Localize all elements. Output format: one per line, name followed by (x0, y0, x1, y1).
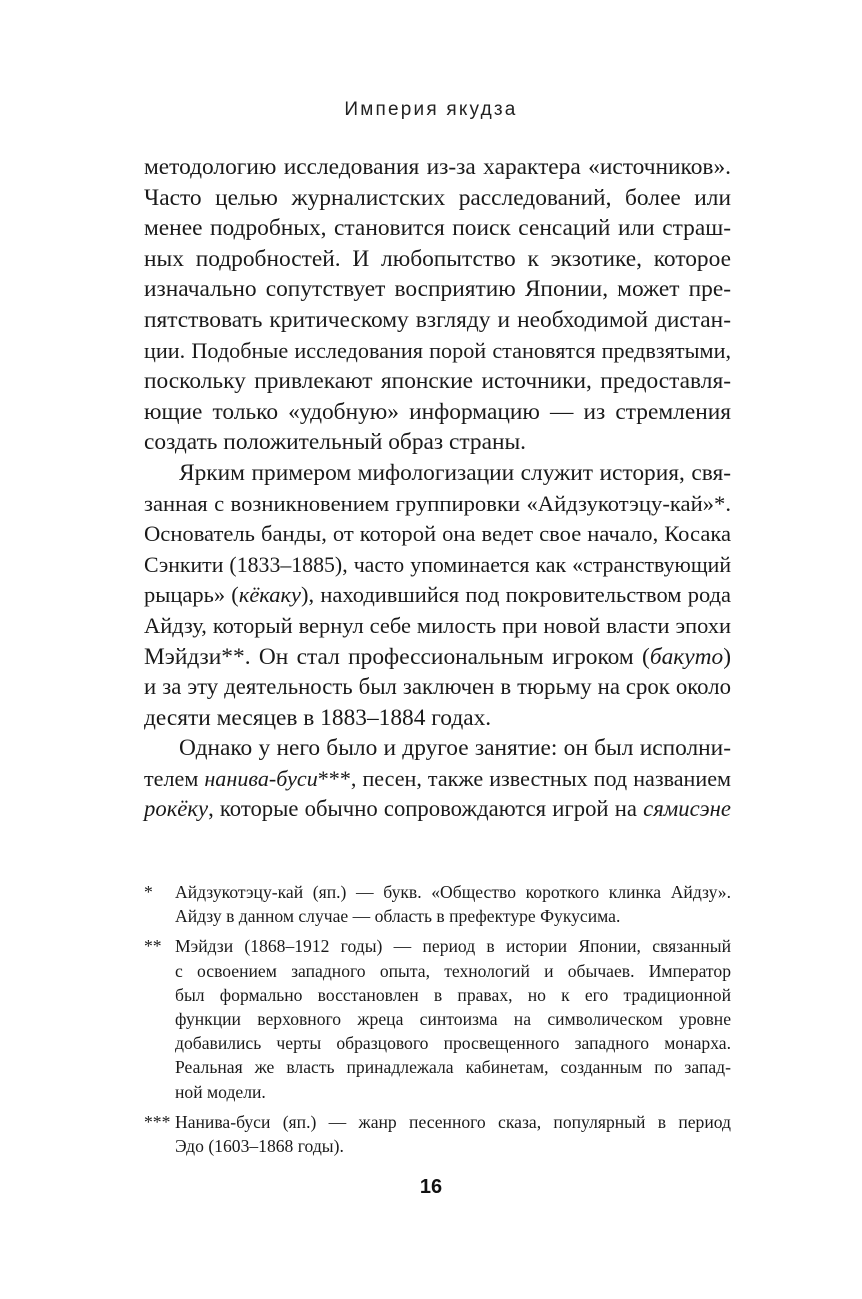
text-line: методологию исследования из-за характера «источников». (144, 154, 731, 180)
text-line: создать положительный образ страны. (144, 429, 527, 456)
footnote-mark: ** (144, 936, 162, 957)
text-line: ющие только «удобную» информацию — из стремления (144, 398, 731, 425)
footnote-line: с освоением западного опыта, технологий и обычаев. Император (175, 960, 731, 981)
text-line: ции. Подобные исследования порой становятся предвзятыми, (144, 337, 731, 363)
text-line: Однако у него было и другое занятие: он был исполни- (179, 735, 731, 762)
footnote-line: Мэйдзи (1868–1912 годы) — период в истории Японии, связанный (175, 936, 731, 957)
page-number: 16 (419, 1176, 443, 1198)
footnote-line: был формально восстановлен в правах, но к его традиционной (175, 984, 731, 1005)
footnote-line: Айдзукотэцу-кай (яп.) — букв. «Общество короткого клинка Айдзу». (175, 882, 731, 902)
footnote-line: функции верховного жреца синтоизма на символическом уровне (175, 1009, 731, 1030)
text-line: Часто целью журналистских расследований, более или (144, 184, 731, 211)
text-line: пятствовать критическому взгляду и необходимой дистан- (144, 306, 731, 333)
text-line: ных подробностей. И любопытство к экзотике, которое (144, 245, 731, 272)
body-text (144, 152, 731, 825)
footnote-line: добавились черты образцового просвещенного западного монарха. (175, 1033, 731, 1054)
text-line: поскольку привлекают японские источники, предоставля- (144, 368, 731, 395)
text-line: телем нанива-буси***, песен, также известных под названием (144, 765, 731, 791)
footnote-mark: * (144, 882, 153, 902)
text-line: рыцарь» (кёкаку), находившийся под покровительством рода (144, 582, 731, 608)
text-line: Ярким примером мифологизации служит история, свя- (179, 459, 731, 486)
footnote-line: Айдзу в данном случае — область в префектуре Фукусима. (175, 906, 621, 927)
text-line: менее подробных, становится поиск сенсаций или страш- (144, 215, 731, 242)
footnote (144, 880, 731, 928)
text-line: Основатель банды, от которой она ведет свое начало, Косака (144, 521, 731, 547)
footnote-mark: *** (144, 1111, 171, 1132)
footnote-line: Нанива-буси (яп.) — жанр песенного сказа, популярный в период (175, 1111, 731, 1132)
footnotes (144, 880, 731, 1164)
footnote-line: Реальная же власть принадлежала кабинетам, созданным по запад- (175, 1057, 731, 1078)
footnote-line: Эдо (1603–1868 годы). (175, 1136, 344, 1157)
running-head: Империя якудза (344, 99, 518, 120)
text-line: занная с возникновением группировки «Айдзукотэцу-кай»*. (144, 490, 731, 516)
text-line: Сэнкити (1833–1885), часто упоминается как «странствующий (144, 552, 731, 577)
text-line: рокёку, которые обычно сопровождаются игрой на сямисэне (144, 796, 731, 822)
text-line: изначально сопутствует восприятию Японии, может пре- (144, 276, 731, 303)
text-line: Мэйдзи**. Он стал профессиональным игроком (бакуто) (144, 643, 731, 670)
text-line: и за эту деятельность был заключен в тюрьму на срок около (144, 674, 731, 700)
text-line: десяти месяцев в 1883–1884 годах. (144, 704, 492, 731)
footnote (144, 934, 731, 1103)
footnote-line: ной модели. (175, 1081, 266, 1102)
footnote (144, 1110, 731, 1158)
text-line: Айдзу, который вернул себе милость при новой власти эпохи (144, 612, 731, 638)
